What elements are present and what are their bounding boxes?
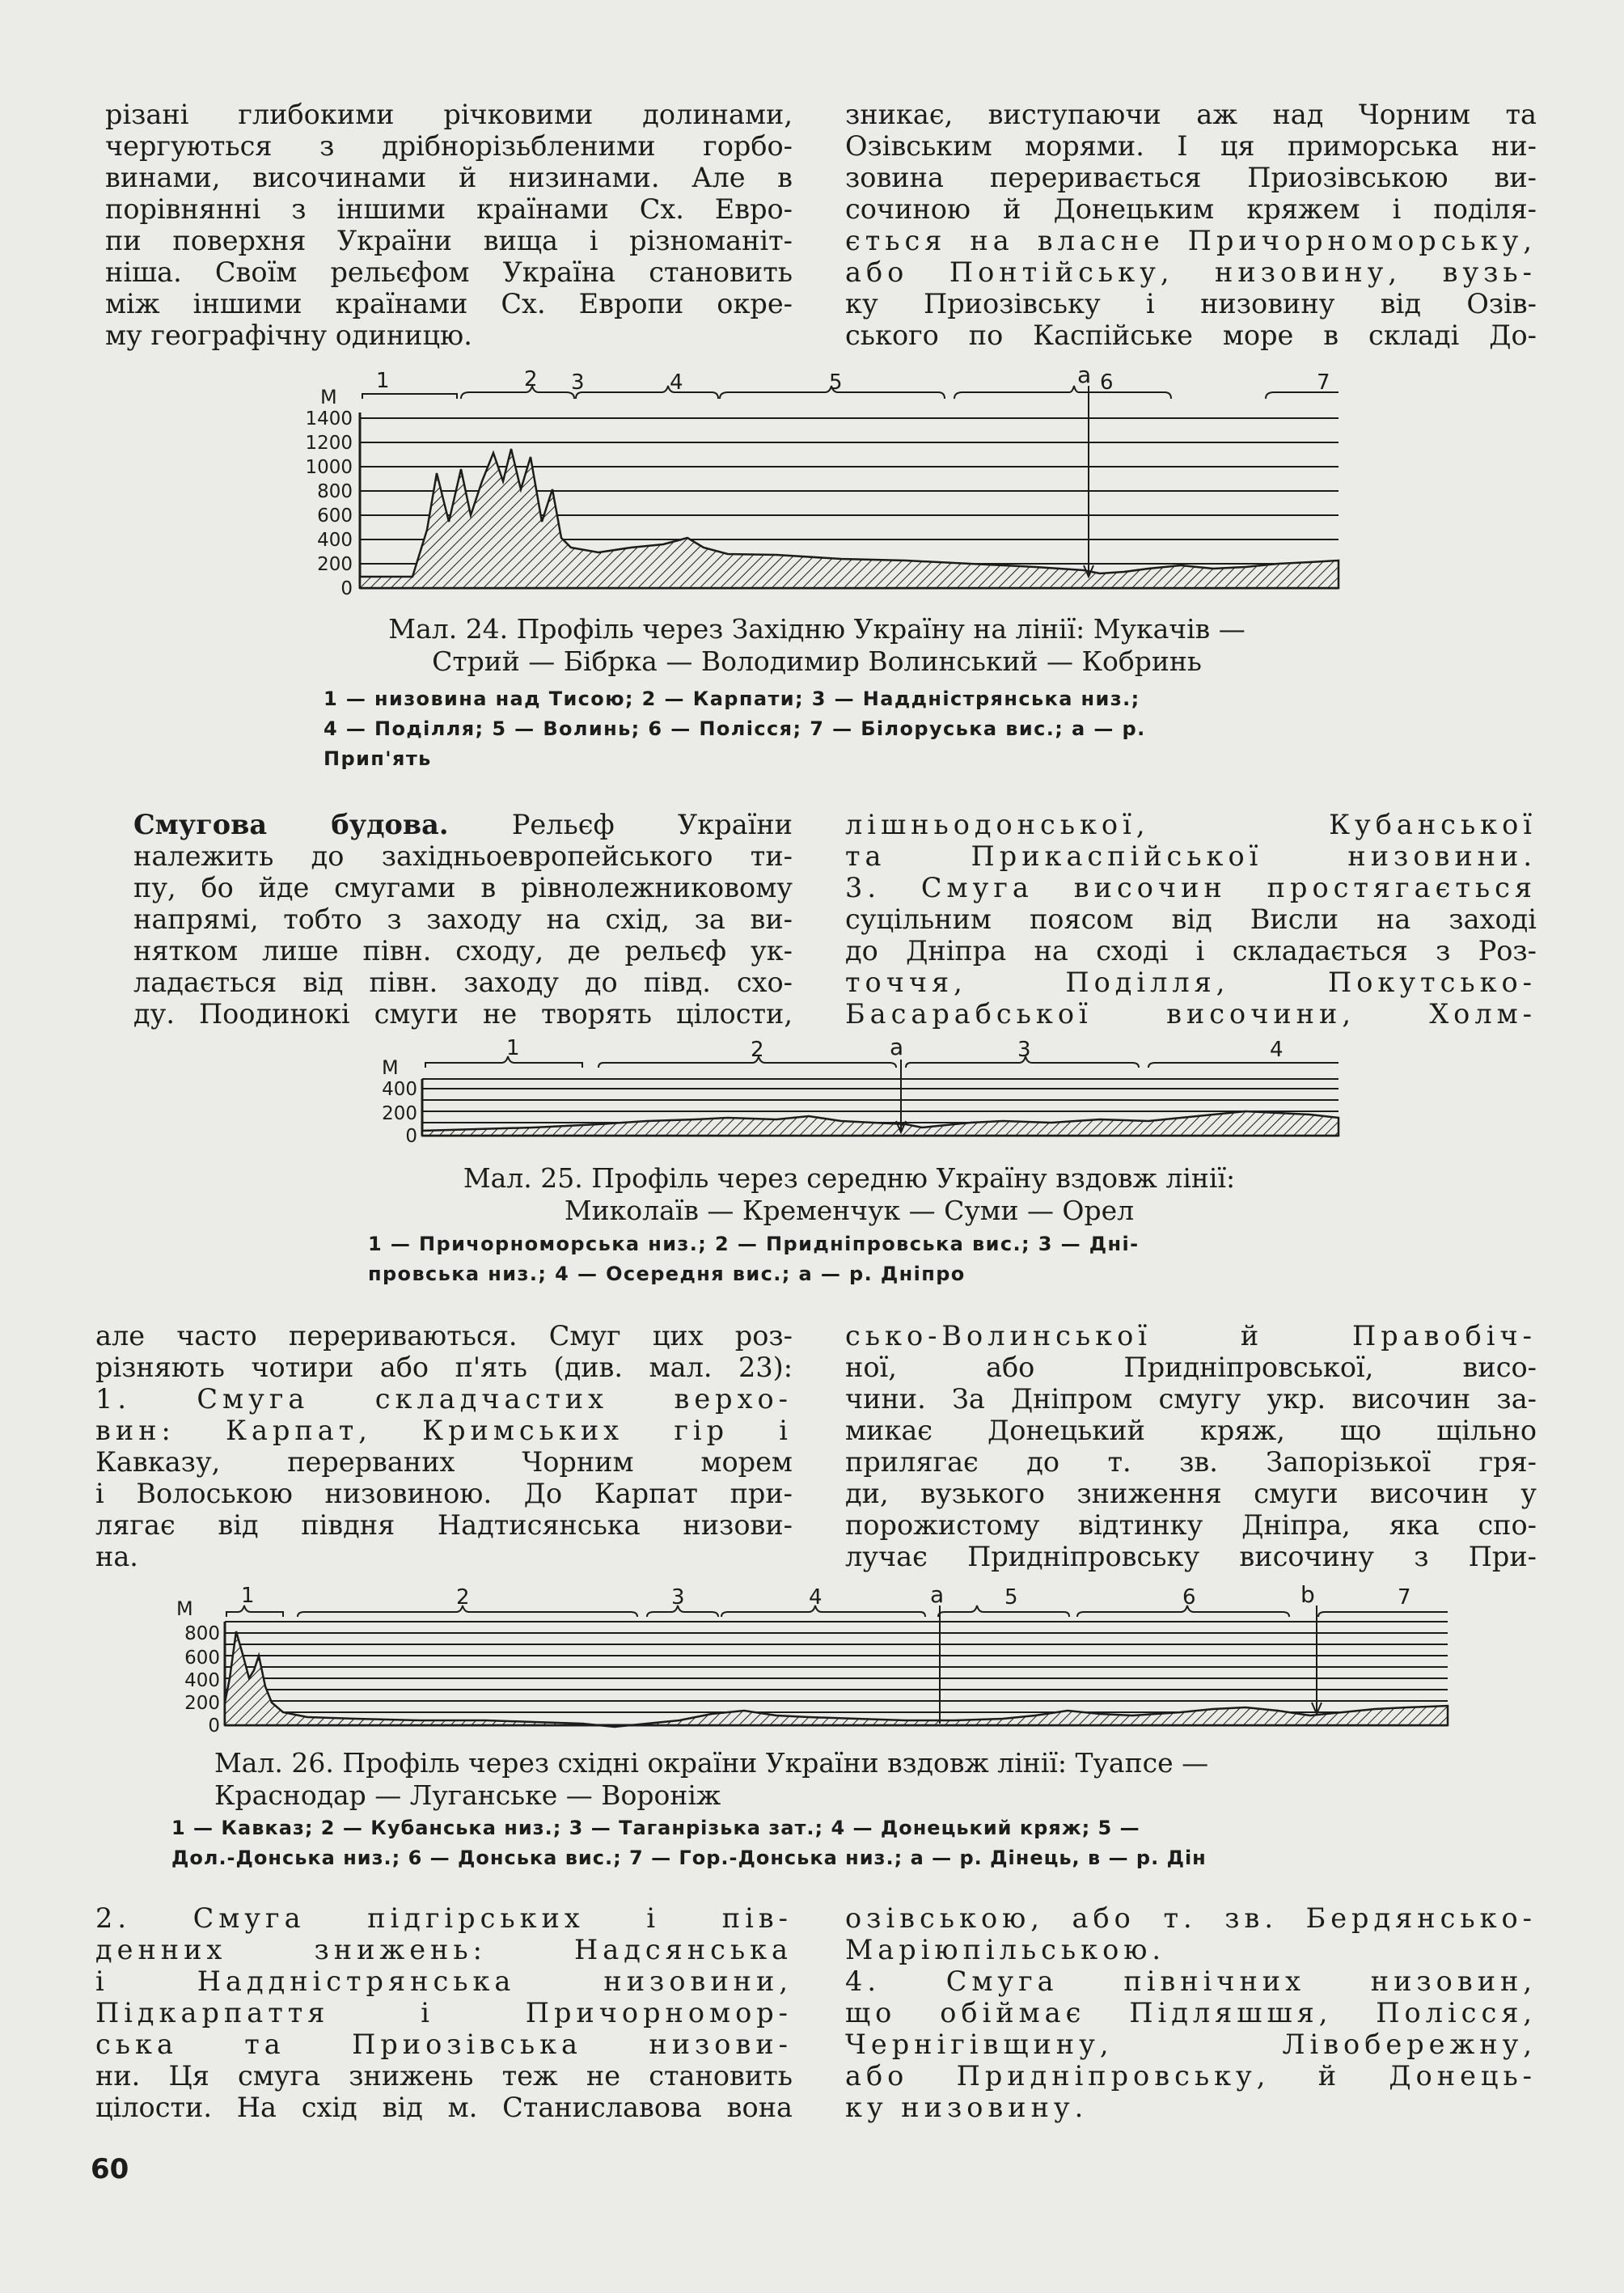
text-line: Підкарпаття і Причорномор-: [95, 1997, 793, 2029]
segment-label: 3: [671, 1585, 685, 1610]
river-marker: [1084, 386, 1093, 577]
tick-label: 1200: [305, 433, 353, 454]
tick-label: 0: [340, 578, 353, 599]
tick-label: 400: [317, 530, 353, 551]
text-line: Кавказу, перерваних Чорним морем: [95, 1446, 793, 1478]
tick-label: 0: [208, 1716, 220, 1737]
text-line: порожистому відтинку Дніпра, яка спо-: [845, 1509, 1537, 1541]
segment-label: 2: [751, 1038, 764, 1062]
y-axis-tick-labels: [305, 408, 353, 599]
segment-labels: [376, 367, 1330, 395]
text-line: зникає, виступаючи аж над Чорним та: [845, 99, 1537, 130]
segment-label: 6: [1182, 1585, 1196, 1610]
text-line: порівнянні з іншими країнами Сх. Евро-: [105, 193, 793, 225]
legend-line: 1 — Кавказ; 2 — Кубанська низ.; 3 — Таганрізька зат.; 4 — Донецький кряж; 5 —: [171, 1817, 1140, 1839]
text-line: ної, або Придніпровської, висо-: [845, 1352, 1537, 1383]
section-heading: Смугова будова.: [133, 809, 449, 840]
text-line: 3. Смуга височин простягається: [845, 872, 1537, 903]
text-line: між іншими країнами Сх. Европи окре-: [105, 288, 793, 319]
tick-label: 600: [184, 1648, 220, 1669]
y-axis-tick-labels: [184, 1623, 220, 1737]
text-line: ладається від півн. заходу до півд. схо-: [133, 967, 793, 998]
figure-25-legend: [368, 1229, 1139, 1289]
text-line: Басарабської височини, Холм-: [845, 998, 1537, 1030]
top-right-column: [845, 99, 1537, 351]
text-line: Чернігівщину, Лівобережну,: [845, 2029, 1537, 2060]
text-line: денних знижень: Надсянська: [95, 1934, 793, 1965]
bottom-right-column: [845, 1902, 1537, 2123]
tick-label: 1000: [305, 457, 353, 478]
text-fragment: Рельєф України: [448, 809, 793, 840]
text-line: лягає від півдня Надтисянська низови-: [95, 1509, 793, 1541]
caption-line: Мал. 24. Профіль через Західню Україну на лінії: Мукачів —: [388, 613, 1245, 645]
caption-line: Миколаїв — Кременчук — Суми — Орел: [564, 1195, 1135, 1226]
figure-26-caption: [214, 1747, 1208, 1812]
axis-unit: М: [382, 1056, 399, 1079]
text-line: і Волоською низовиною. До Карпат при-: [95, 1478, 793, 1509]
text-line: 4. Смуга північних низовин,: [845, 1965, 1537, 1997]
figure-25-caption: [324, 1162, 1375, 1227]
text-line: сько-Волинської й Правобіч-: [845, 1320, 1537, 1352]
text-line: ни. Ця смуга знижень теж не становить: [95, 2060, 793, 2092]
caption-line: Мал. 25. Профіль через середню Україну вздовж лінії:: [463, 1162, 1236, 1194]
caption-line: Краснодар — Луганське — Вороніж: [214, 1779, 721, 1811]
river-markers: [940, 1606, 1322, 1724]
text-line: належить до західньоевропейського ти-: [133, 840, 793, 872]
legend-line: Прип'ять: [324, 747, 432, 770]
text-line: і Наддністрянська низовини,: [95, 1965, 793, 1997]
y-axis-tick-labels: [382, 1079, 417, 1147]
text-line: до Дніпра на сході і складається з Роз-: [845, 935, 1537, 967]
figure-26-legend: [171, 1813, 1207, 1873]
text-line: сочиною й Донецьким кряжем і поділя-: [845, 193, 1537, 225]
mid-right-column: [845, 809, 1537, 1030]
legend-line: 1 — низовина над Тисою; 2 — Карпати; 3 — Наддністрянська низ.;: [324, 687, 1140, 710]
text-line: ніша. Своїм рельєфом Україна становить: [105, 256, 793, 288]
segment-label: 4: [670, 370, 683, 395]
text-line: або Понтійську, низовину, вузь-: [845, 256, 1537, 288]
text-line: чергуються з дрібнорізьбленими горбо-: [105, 130, 793, 162]
text-line: лучає Придніпровську височину з При-: [845, 1541, 1537, 1572]
mid-left-column: [133, 809, 793, 1030]
segment-label: 1: [241, 1584, 255, 1608]
figure-24-legend: [324, 684, 1146, 774]
segment-label: 4: [809, 1585, 823, 1610]
tick-label: 200: [184, 1693, 220, 1714]
text-line: але часто перериваються. Смуг цих роз-: [95, 1320, 793, 1352]
text-line: чини. За Дніпром смугу укр. височин за-: [845, 1383, 1537, 1415]
text-line: зовина переривається Приозівською ви-: [845, 162, 1537, 193]
lower-left-column: [95, 1320, 793, 1572]
segment-label: 5: [829, 370, 843, 395]
caption-line: Мал. 26. Профіль через східні окраїни України вздовж лінії: Туапсе —: [214, 1747, 1209, 1779]
text-line: ку Приозівську і низовину від Озів-: [845, 288, 1537, 319]
page-number: 60: [91, 2153, 129, 2185]
text-line: ється на власне Причорноморську,: [845, 225, 1537, 256]
segment-label: 7: [1317, 370, 1330, 395]
figure-24-profile: [291, 362, 1359, 603]
tick-label: 800: [184, 1623, 220, 1644]
segment-label: 2: [456, 1585, 470, 1610]
tick-label: 200: [317, 554, 353, 575]
text-line: нятком лише півн. сходу, де рельєф ук-: [133, 935, 793, 967]
segment-braces: [362, 386, 1339, 399]
caption-line: Стрий — Бібрка — Володимир Волинський — Кобринь: [432, 645, 1202, 677]
tick-label: 600: [317, 506, 353, 527]
axis-unit: М: [176, 1597, 193, 1620]
segment-label: 7: [1398, 1585, 1411, 1610]
tick-label: 0: [405, 1126, 417, 1147]
tick-label: 800: [317, 481, 353, 502]
river-label: а: [930, 1581, 945, 1608]
text-line: пу, бо йде смугами в рівнолежниковому: [133, 872, 793, 903]
text-line: цілости. На схід від м. Станиславова вона: [95, 2092, 793, 2123]
segment-label: 4: [1270, 1038, 1284, 1062]
text-line: напрямі, тобто з заходу на схід, за ви-: [133, 903, 793, 935]
text-line: точчя, Поділля, Покутсько-: [845, 967, 1537, 998]
text-line: Маріюпільською.: [845, 1934, 1166, 1965]
text-line: ди, вузького зниження смуги височин у: [845, 1478, 1537, 1509]
bottom-left-column: [95, 1902, 793, 2123]
text-line: різняють чотири або п'ять (див. мал. 23):: [95, 1352, 793, 1383]
segment-braces: [425, 1056, 1339, 1068]
lower-right-column: [845, 1320, 1537, 1572]
figure-26-profile: [162, 1581, 1456, 1743]
text-line: Озівським морями. І ця приморська ни-: [845, 130, 1537, 162]
segment-label: 6: [1100, 370, 1114, 395]
text-line: ського по Каспійське море в складі До-: [845, 319, 1537, 351]
segment-labels: [241, 1584, 1411, 1610]
figure-25-profile: [356, 1034, 1343, 1149]
text-line: 1. Смуга складчастих верхо-: [95, 1383, 793, 1415]
text-line: озівською, або т. зв. Бердянсько-: [845, 1902, 1537, 1934]
axis-unit: М: [320, 386, 337, 408]
text-line: [133, 809, 793, 840]
text-line: му географічну одиницю.: [105, 319, 472, 351]
figure-24-caption: [243, 613, 1391, 678]
segment-braces: [226, 1606, 1448, 1617]
segment-label: 2: [524, 367, 538, 391]
text-line: прилягає до т. зв. Запорізької гря-: [845, 1446, 1537, 1478]
segment-label: 1: [376, 369, 390, 393]
text-line: ська та Приозівська низови-: [95, 2029, 793, 2060]
river-label: а: [1077, 362, 1092, 388]
top-left-column: [105, 99, 793, 351]
text-line: вин: Карпат, Кримських гір і: [95, 1415, 793, 1446]
segment-label: 3: [571, 370, 585, 395]
tick-label: 200: [382, 1103, 417, 1124]
text-line: 2. Смуга підгірських і пів-: [95, 1902, 793, 1934]
legend-line: Дол.-Донська низ.; 6 — Донська вис.; 7 — Гор.-Донська низ.; а — р. Дінець, в — р. Дін: [171, 1847, 1207, 1869]
text-line: та Прикаспійської низовини.: [845, 840, 1537, 872]
text-line: микає Донецький кряж, що щільно: [845, 1415, 1537, 1446]
text-line: винами, височинами й низинами. Але в: [105, 162, 793, 193]
text-line: лішньодонської, Кубанської: [845, 809, 1537, 840]
text-line: на.: [95, 1541, 138, 1572]
river-label: а: [890, 1034, 904, 1060]
text-line: ду. Поодинокі смуги не творять цілости,: [133, 998, 793, 1030]
tick-label: 400: [382, 1079, 417, 1100]
legend-line: 4 — Поділля; 5 — Волинь; 6 — Полісся; 7 — Білоруська вис.; а — р.: [324, 717, 1146, 740]
text-line: що обіймає Підляшшя, Полісся,: [845, 1997, 1537, 2029]
tick-label: 1400: [305, 408, 353, 429]
terrain-profile: [360, 449, 1339, 588]
segment-label: 5: [1004, 1585, 1018, 1610]
text-line: різані глибокими річковими долинами,: [105, 99, 793, 130]
text-line: пи поверхня України вища і різноманіт-: [105, 225, 793, 256]
segment-label: 3: [1017, 1038, 1031, 1062]
text-line: суцільним поясом від Висли на заході: [845, 903, 1537, 935]
text-line: або Придніпровську, й Донець-: [845, 2060, 1537, 2092]
river-label: b: [1300, 1581, 1315, 1608]
legend-line: провська низ.; 4 — Осередня вис.; а — р. Дніпро: [368, 1263, 966, 1285]
legend-line: 1 — Причорноморська низ.; 2 — Придніпровська вис.; 3 — Дні-: [368, 1233, 1140, 1255]
river-marker: [896, 1060, 906, 1132]
tick-label: 400: [184, 1670, 220, 1691]
text-line: ку низовину.: [845, 2092, 1089, 2123]
segment-label: 1: [506, 1036, 520, 1060]
